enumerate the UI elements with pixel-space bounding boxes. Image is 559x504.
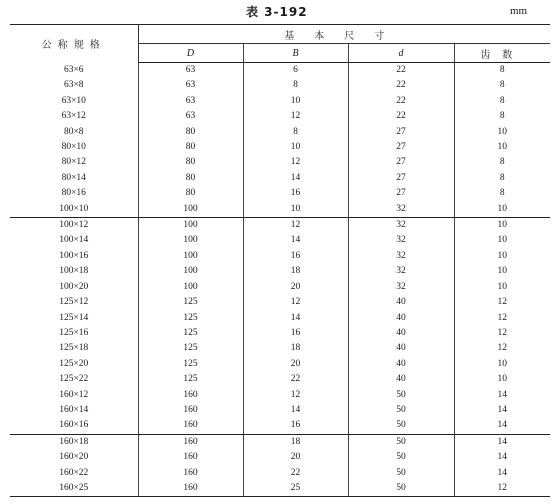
table-row [10, 264, 550, 279]
cell-D: 160 [138, 418, 243, 434]
cell-teeth: 8 [499, 188, 505, 199]
cell-d: 32 [348, 264, 454, 279]
cell-spec: 160×12 [10, 388, 138, 403]
cell-spec: 80×12 [10, 155, 138, 170]
cell-B: 12 [243, 109, 348, 124]
table-row [10, 233, 550, 248]
table-body [10, 63, 550, 497]
table-row [10, 466, 550, 481]
cell-d: 32 [348, 249, 454, 264]
cell-D: 63 [138, 109, 243, 124]
cell-d: 32 [348, 202, 454, 218]
cell-D: 125 [138, 372, 243, 387]
cell-D: 100 [138, 249, 243, 264]
cell-teeth: 8 [499, 157, 505, 168]
cell-B: 18 [243, 341, 348, 356]
table-row [10, 155, 550, 170]
table-row [10, 125, 550, 140]
cell-spec: 160×25 [10, 481, 138, 497]
cell-d: 50 [348, 466, 454, 481]
cell-spec: 160×14 [10, 403, 138, 418]
cell-teeth: 8 [499, 111, 505, 122]
cell-spec: 160×16 [10, 418, 138, 434]
table-row [10, 63, 550, 79]
table-row [10, 341, 550, 356]
cell-B: 22 [243, 466, 348, 481]
cell-teeth: 8 [499, 80, 505, 91]
cell-d: 27 [348, 155, 454, 170]
cell-d: 50 [348, 481, 454, 497]
cell-D: 125 [138, 295, 243, 310]
table-row [10, 218, 550, 234]
header-basic-dimensions: 基本尺寸 [138, 25, 550, 44]
cell-teeth: 8 [499, 172, 505, 183]
cell-D: 125 [138, 326, 243, 341]
cell-B: 14 [243, 403, 348, 418]
cell-teeth: 10 [497, 220, 507, 231]
title-row [0, 0, 559, 22]
cell-B: 10 [243, 202, 348, 218]
cell-B: 18 [243, 264, 348, 279]
cell-D: 125 [138, 341, 243, 356]
cell-spec: 63×6 [10, 63, 138, 79]
cell-spec: 80×10 [10, 140, 138, 155]
cell-B: 8 [243, 125, 348, 140]
cell-B: 14 [243, 311, 348, 326]
table-row [10, 372, 550, 387]
cell-d: 50 [348, 403, 454, 418]
cell-D: 80 [138, 125, 243, 140]
cell-d: 40 [348, 295, 454, 310]
cell-D: 125 [138, 311, 243, 326]
cell-D: 80 [138, 186, 243, 201]
cell-teeth: 12 [454, 481, 550, 497]
cell-B: 22 [243, 372, 348, 387]
cell-teeth: 14 [497, 436, 507, 447]
cell-D: 100 [138, 202, 243, 218]
cell-spec: 125×12 [10, 295, 138, 310]
cell-teeth: 10 [497, 281, 507, 292]
cell-D: 160 [138, 466, 243, 481]
cell-spec: 63×10 [10, 94, 138, 109]
table-row [10, 171, 550, 186]
cell-B: 10 [243, 140, 348, 155]
cell-d: 40 [348, 311, 454, 326]
cell-D: 160 [138, 434, 243, 450]
cell-d: 22 [348, 94, 454, 109]
table-row [10, 295, 550, 310]
cell-d: 50 [348, 450, 454, 465]
cell-spec: 80×16 [10, 186, 138, 201]
header-d: d [348, 44, 454, 63]
cell-spec: 100×16 [10, 249, 138, 264]
table-row [10, 403, 550, 418]
cell-spec: 63×12 [10, 109, 138, 124]
cell-spec: 160×20 [10, 450, 138, 465]
cell-d: 27 [348, 125, 454, 140]
cell-d: 32 [348, 218, 454, 234]
cell-teeth: 14 [497, 452, 507, 463]
cell-D: 63 [138, 94, 243, 109]
cell-d: 40 [348, 326, 454, 341]
cell-d: 27 [348, 171, 454, 186]
cell-spec: 63×8 [10, 78, 138, 93]
cell-d: 27 [348, 186, 454, 201]
cell-d: 40 [348, 357, 454, 372]
cell-d: 32 [348, 233, 454, 248]
cell-d: 22 [348, 63, 454, 79]
cell-B: 6 [243, 63, 348, 79]
table-header [10, 25, 550, 63]
header-teeth: 齿数 [454, 44, 550, 63]
cell-B: 20 [243, 450, 348, 465]
cell-teeth: 10 [497, 142, 507, 153]
cell-d: 27 [348, 140, 454, 155]
cell-D: 160 [138, 481, 243, 497]
cell-D: 80 [138, 140, 243, 155]
table-row [10, 481, 550, 497]
table-row [10, 326, 550, 341]
table-row [10, 311, 550, 326]
cell-d: 22 [348, 109, 454, 124]
cell-D: 63 [138, 78, 243, 93]
table-row [10, 450, 550, 465]
cell-teeth: 10 [497, 374, 507, 385]
cell-spec: 125×20 [10, 357, 138, 372]
cell-spec: 160×22 [10, 466, 138, 481]
table-row [10, 418, 550, 434]
cell-d: 22 [348, 78, 454, 93]
cell-D: 100 [138, 264, 243, 279]
table-row [10, 434, 550, 450]
header-D: D [138, 44, 243, 63]
cell-spec: 80×8 [10, 125, 138, 140]
table-row [10, 109, 550, 124]
cell-B: 16 [243, 326, 348, 341]
cell-teeth: 12 [497, 327, 507, 338]
cell-teeth: 8 [499, 95, 505, 106]
cell-D: 100 [138, 280, 243, 295]
cell-D: 80 [138, 155, 243, 170]
cell-B: 16 [243, 186, 348, 201]
cell-B: 12 [243, 388, 348, 403]
cell-spec: 100×20 [10, 280, 138, 295]
table-row [10, 186, 550, 201]
header-nominal-spec: 公称规格 [10, 25, 138, 63]
table-row [10, 388, 550, 403]
cell-spec: 100×12 [10, 218, 138, 234]
cell-B: 8 [243, 78, 348, 93]
cell-teeth: 10 [497, 250, 507, 261]
cell-spec: 125×14 [10, 311, 138, 326]
cell-B: 25 [243, 481, 348, 497]
cell-d: 32 [348, 280, 454, 295]
cell-spec: 125×22 [10, 372, 138, 387]
cell-d: 40 [348, 341, 454, 356]
cell-spec: 80×14 [10, 171, 138, 186]
cell-B: 14 [243, 233, 348, 248]
cell-teeth: 10 [497, 266, 507, 277]
cell-spec: 125×18 [10, 341, 138, 356]
cell-B: 16 [243, 418, 348, 434]
cell-B: 20 [243, 280, 348, 295]
table-row [10, 249, 550, 264]
cell-D: 80 [138, 171, 243, 186]
cell-teeth: 14 [497, 467, 507, 478]
table-row [10, 202, 550, 218]
unit-label: mm [510, 5, 528, 17]
cell-d: 50 [348, 418, 454, 434]
cell-D: 160 [138, 450, 243, 465]
cell-teeth: 14 [454, 418, 550, 434]
header-B: B [243, 44, 348, 63]
cell-D: 160 [138, 403, 243, 418]
table-row [10, 280, 550, 295]
cell-d: 50 [348, 388, 454, 403]
cell-teeth: 8 [499, 65, 505, 75]
table-row [10, 140, 550, 155]
cell-teeth: 14 [497, 389, 507, 400]
cell-D: 125 [138, 357, 243, 372]
cell-B: 18 [243, 434, 348, 450]
cell-B: 12 [243, 218, 348, 234]
cell-teeth: 10 [497, 358, 507, 369]
cell-spec: 160×18 [10, 434, 138, 450]
cell-B: 20 [243, 357, 348, 372]
cell-d: 40 [348, 372, 454, 387]
cell-D: 160 [138, 388, 243, 403]
cell-teeth: 12 [497, 343, 507, 354]
table-row [10, 78, 550, 93]
cell-D: 100 [138, 233, 243, 248]
table-title: 表 3-192 [246, 5, 308, 19]
cell-B: 10 [243, 94, 348, 109]
cell-teeth: 12 [497, 297, 507, 308]
cell-spec: 100×14 [10, 233, 138, 248]
cell-teeth: 12 [497, 312, 507, 323]
cell-B: 14 [243, 171, 348, 186]
cell-teeth: 10 [497, 235, 507, 246]
spec-table [10, 24, 550, 497]
cell-B: 12 [243, 295, 348, 310]
table-row [10, 357, 550, 372]
cell-teeth: 14 [497, 404, 507, 415]
table-row [10, 94, 550, 109]
cell-D: 100 [138, 218, 243, 234]
cell-d: 50 [348, 434, 454, 450]
cell-teeth: 10 [454, 202, 550, 218]
cell-teeth: 10 [497, 126, 507, 137]
cell-spec: 125×16 [10, 326, 138, 341]
cell-D: 63 [138, 63, 243, 79]
cell-B: 16 [243, 249, 348, 264]
cell-spec: 100×10 [10, 202, 138, 218]
cell-spec: 100×18 [10, 264, 138, 279]
cell-B: 12 [243, 155, 348, 170]
